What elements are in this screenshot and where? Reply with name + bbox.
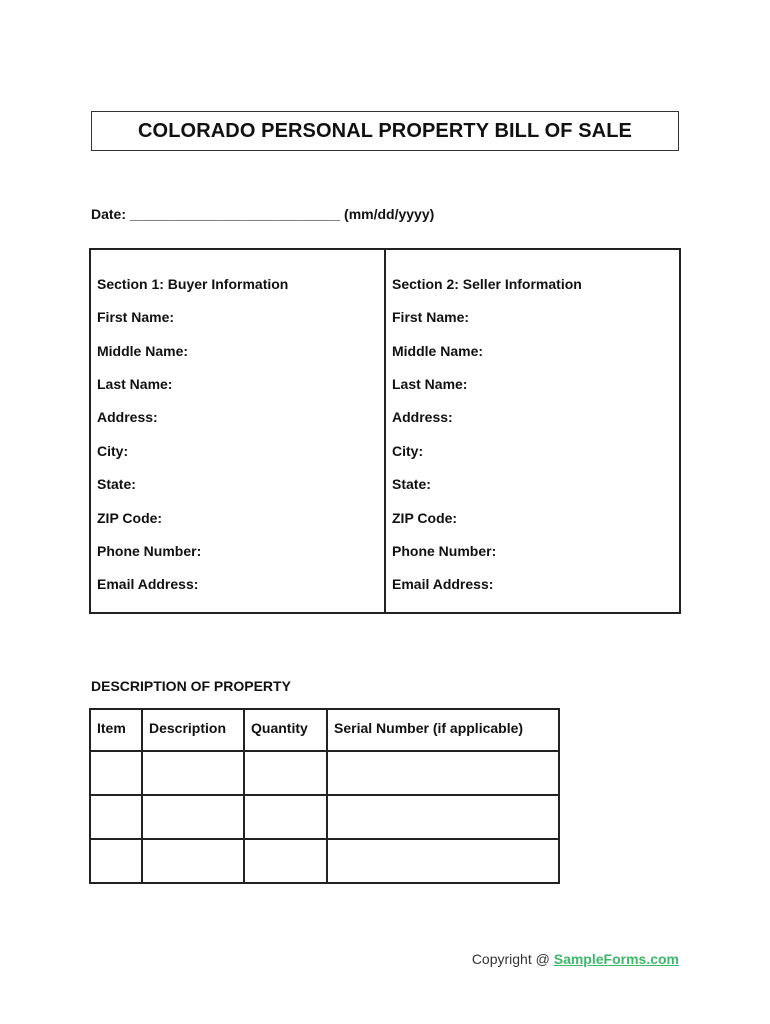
serial-number-cell[interactable] — [327, 795, 559, 839]
quantity-cell[interactable] — [244, 839, 327, 883]
property-table — [89, 708, 560, 884]
buyer-address-label: Address: — [97, 409, 158, 425]
seller-email-label: Email Address: — [392, 576, 494, 592]
description-cell[interactable] — [142, 839, 244, 883]
description-cell[interactable] — [142, 795, 244, 839]
copyright-text: Copyright @ — [471, 951, 554, 967]
seller-city-label: City: — [392, 443, 424, 459]
column-header-serial-number: Serial Number (if applicable) — [327, 709, 559, 751]
table-row — [90, 839, 559, 883]
seller-heading: Section 2: Seller Information — [392, 276, 582, 292]
buyer-city-label: City: — [97, 443, 129, 459]
buyer-last-name-label: Last Name: — [97, 376, 173, 392]
quantity-cell[interactable] — [244, 751, 327, 795]
copyright-footer — [472, 951, 679, 967]
date-row — [91, 206, 434, 222]
seller-phone-label: Phone Number: — [392, 543, 497, 559]
column-header-description: Description — [142, 709, 244, 751]
item-cell[interactable] — [90, 795, 142, 839]
table-row — [90, 751, 559, 795]
buyer-section — [91, 250, 386, 612]
quantity-cell[interactable] — [244, 795, 327, 839]
serial-number-cell[interactable] — [327, 839, 559, 883]
seller-section — [386, 250, 679, 612]
seller-last-name-label: Last Name: — [392, 376, 468, 392]
buyer-phone-label: Phone Number: — [97, 543, 202, 559]
table-header-row — [90, 709, 559, 751]
date-field[interactable]: ___________________________ — [129, 206, 341, 222]
serial-number-cell[interactable] — [327, 751, 559, 795]
seller-first-name-label: First Name: — [392, 309, 470, 325]
sampleforms-link[interactable]: SampleForms.com — [553, 951, 679, 967]
date-format: (mm/dd/yyyy) — [344, 206, 435, 222]
seller-address-label: Address: — [392, 409, 453, 425]
date-label: Date: — [91, 206, 127, 222]
buyer-first-name-label: First Name: — [97, 309, 175, 325]
buyer-zip-label: ZIP Code: — [97, 510, 163, 526]
column-header-quantity: Quantity — [244, 709, 327, 751]
buyer-email-label: Email Address: — [97, 576, 199, 592]
table-row — [90, 795, 559, 839]
seller-zip-label: ZIP Code: — [392, 510, 458, 526]
party-sections — [89, 248, 681, 614]
title-box — [91, 111, 679, 151]
document-title: COLORADO PERSONAL PROPERTY BILL OF SALE — [138, 119, 632, 142]
buyer-middle-name-label: Middle Name: — [97, 343, 189, 359]
buyer-state-label: State: — [97, 476, 136, 492]
seller-middle-name-label: Middle Name: — [392, 343, 484, 359]
property-heading: DESCRIPTION OF PROPERTY — [91, 678, 291, 694]
item-cell[interactable] — [90, 751, 142, 795]
description-cell[interactable] — [142, 751, 244, 795]
column-header-item: Item — [90, 709, 142, 751]
buyer-heading: Section 1: Buyer Information — [97, 276, 289, 292]
seller-state-label: State: — [392, 476, 431, 492]
item-cell[interactable] — [90, 839, 142, 883]
